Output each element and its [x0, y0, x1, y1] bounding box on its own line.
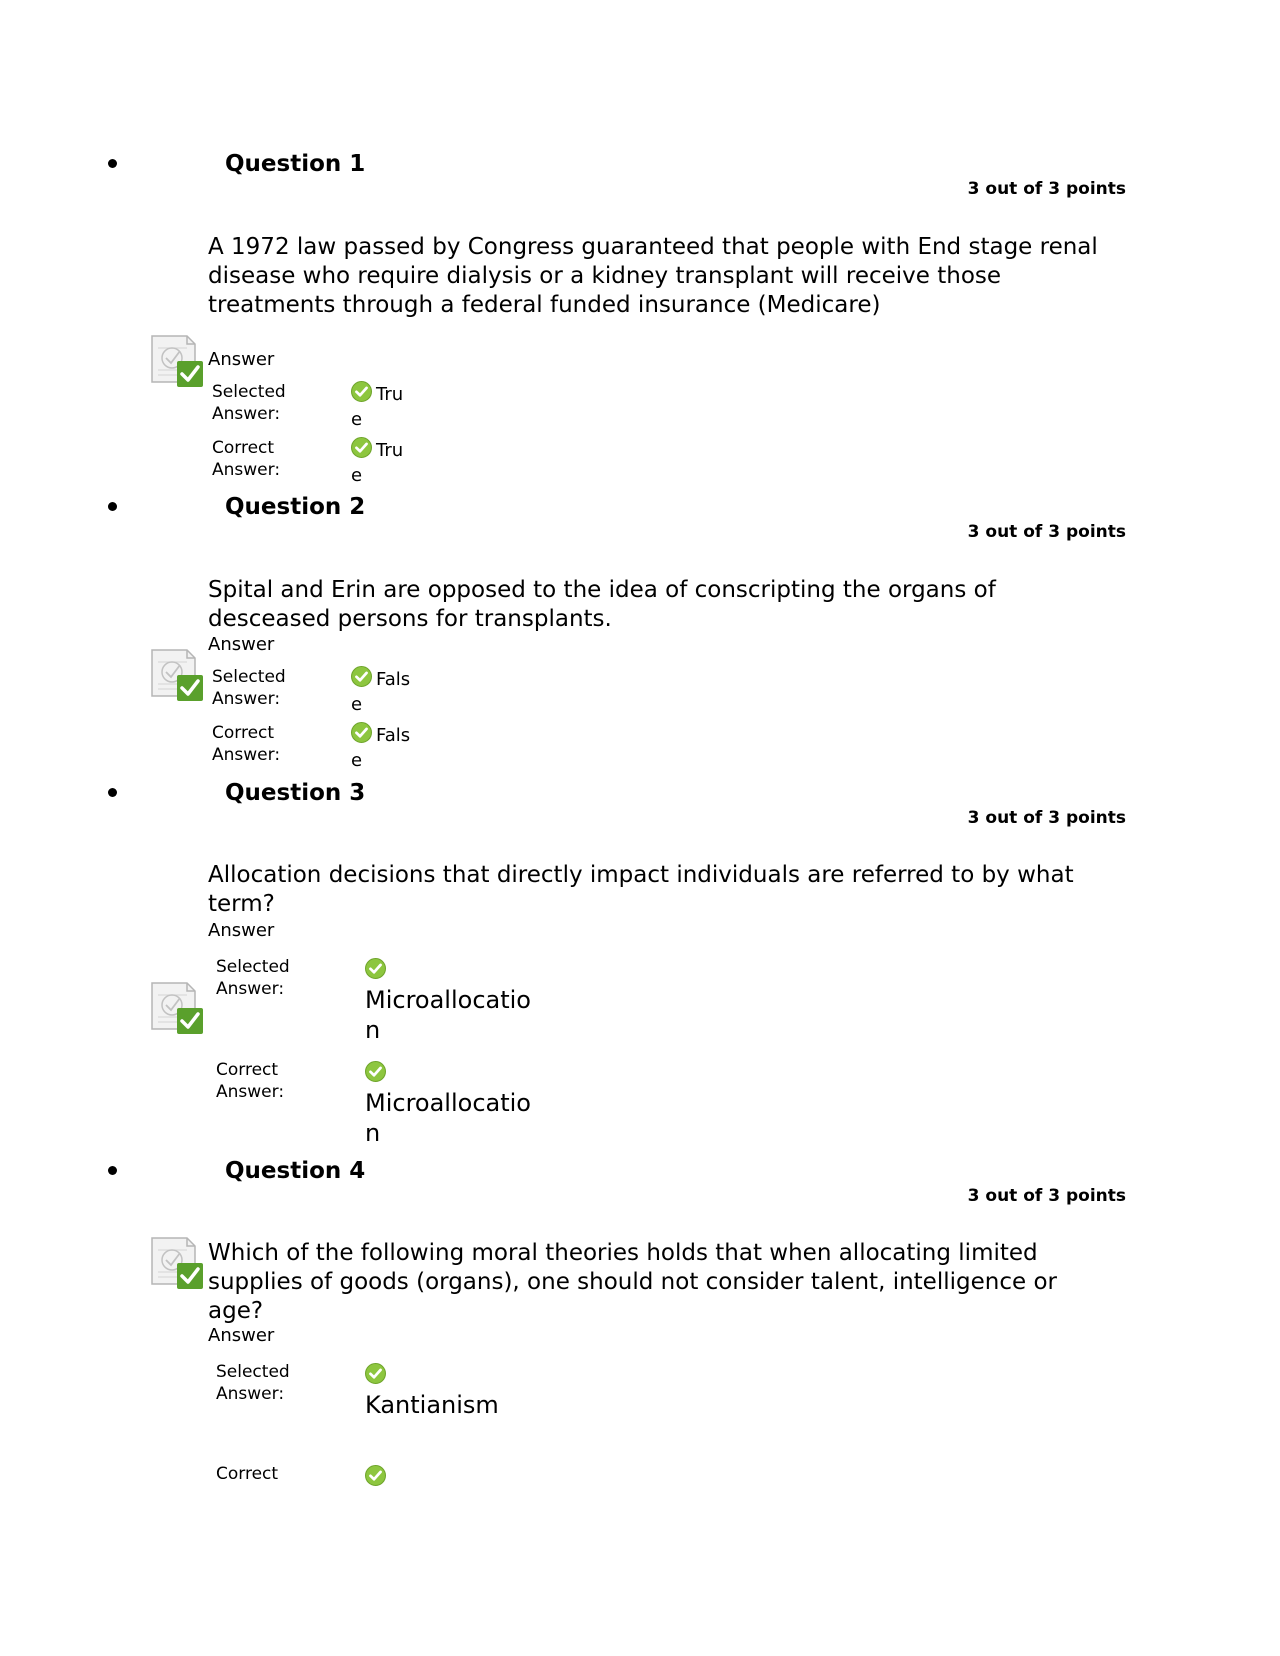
bullet — [108, 159, 117, 168]
check-circle-icon — [365, 958, 386, 979]
correct-answer-value: Microallocation — [365, 1061, 533, 1148]
answer-label: Answer — [208, 634, 275, 655]
question-points: 3 out of 3 points — [967, 179, 1126, 199]
answer-label: Answer — [208, 349, 275, 370]
question-text: Allocation decisions that directly impact individuals are referred to by what term? — [208, 862, 1074, 917]
check-circle-icon — [365, 1363, 386, 1384]
correct-answer-value — [365, 1465, 533, 1492]
correct-answer-label: Correct Answer: — [212, 723, 281, 765]
question-points: 3 out of 3 points — [967, 522, 1126, 542]
bullet — [108, 502, 117, 511]
selected-answer-label: Selected Answer: — [212, 667, 286, 709]
bullet — [108, 788, 117, 797]
answer-label: Answer — [208, 920, 275, 941]
correct-answer-label: Correct Answer: — [216, 1060, 285, 1102]
selected-answer-value: False — [351, 666, 413, 717]
question-text: Which of the following moral theories holds that when allocating limited supplies of goods (organs), one should not consider talent, intelligence or age? — [208, 1240, 1057, 1324]
selected-answer-label: Selected Answer: — [216, 1362, 290, 1404]
check-circle-icon — [351, 666, 372, 687]
check-circle-icon — [365, 1061, 386, 1082]
question-title: Question 1 — [225, 151, 366, 177]
question-points: 3 out of 3 points — [967, 1186, 1126, 1206]
check-circle-icon — [351, 722, 372, 743]
correct-answer-value: False — [351, 722, 413, 773]
bullet — [108, 1166, 117, 1175]
selected-answer-value: Microallocation — [365, 958, 533, 1045]
graded-correct-icon — [149, 334, 205, 388]
answer-label: Answer — [208, 1325, 275, 1346]
correct-answer-value: True — [351, 437, 413, 488]
graded-correct-icon — [149, 1236, 205, 1290]
question-text: Spital and Erin are opposed to the idea of conscripting the organs of desceased persons for transplants. — [208, 577, 996, 632]
question-title: Question 3 — [225, 780, 366, 806]
question-title: Question 2 — [225, 494, 366, 520]
selected-answer-label: Selected Answer: — [216, 957, 290, 999]
graded-correct-icon — [149, 648, 205, 702]
question-text: A 1972 law passed by Congress guaranteed that people with End stage renal disease who require dialysis or a kidney transplant will receive those treatments through a federal funded insurance (Medicare) — [208, 234, 1098, 318]
correct-answer-label: Correct — [216, 1464, 279, 1484]
question-title: Question 4 — [225, 1158, 366, 1184]
selected-answer-value: True — [351, 381, 413, 432]
check-circle-icon — [365, 1465, 386, 1486]
question-points: 3 out of 3 points — [967, 808, 1126, 828]
selected-answer-label: Selected Answer: — [212, 382, 286, 424]
check-circle-icon — [351, 381, 372, 402]
correct-answer-label: Correct Answer: — [212, 438, 281, 480]
check-circle-icon — [351, 437, 372, 458]
selected-answer-value: Kantianism — [365, 1363, 533, 1420]
graded-correct-icon — [149, 981, 205, 1035]
